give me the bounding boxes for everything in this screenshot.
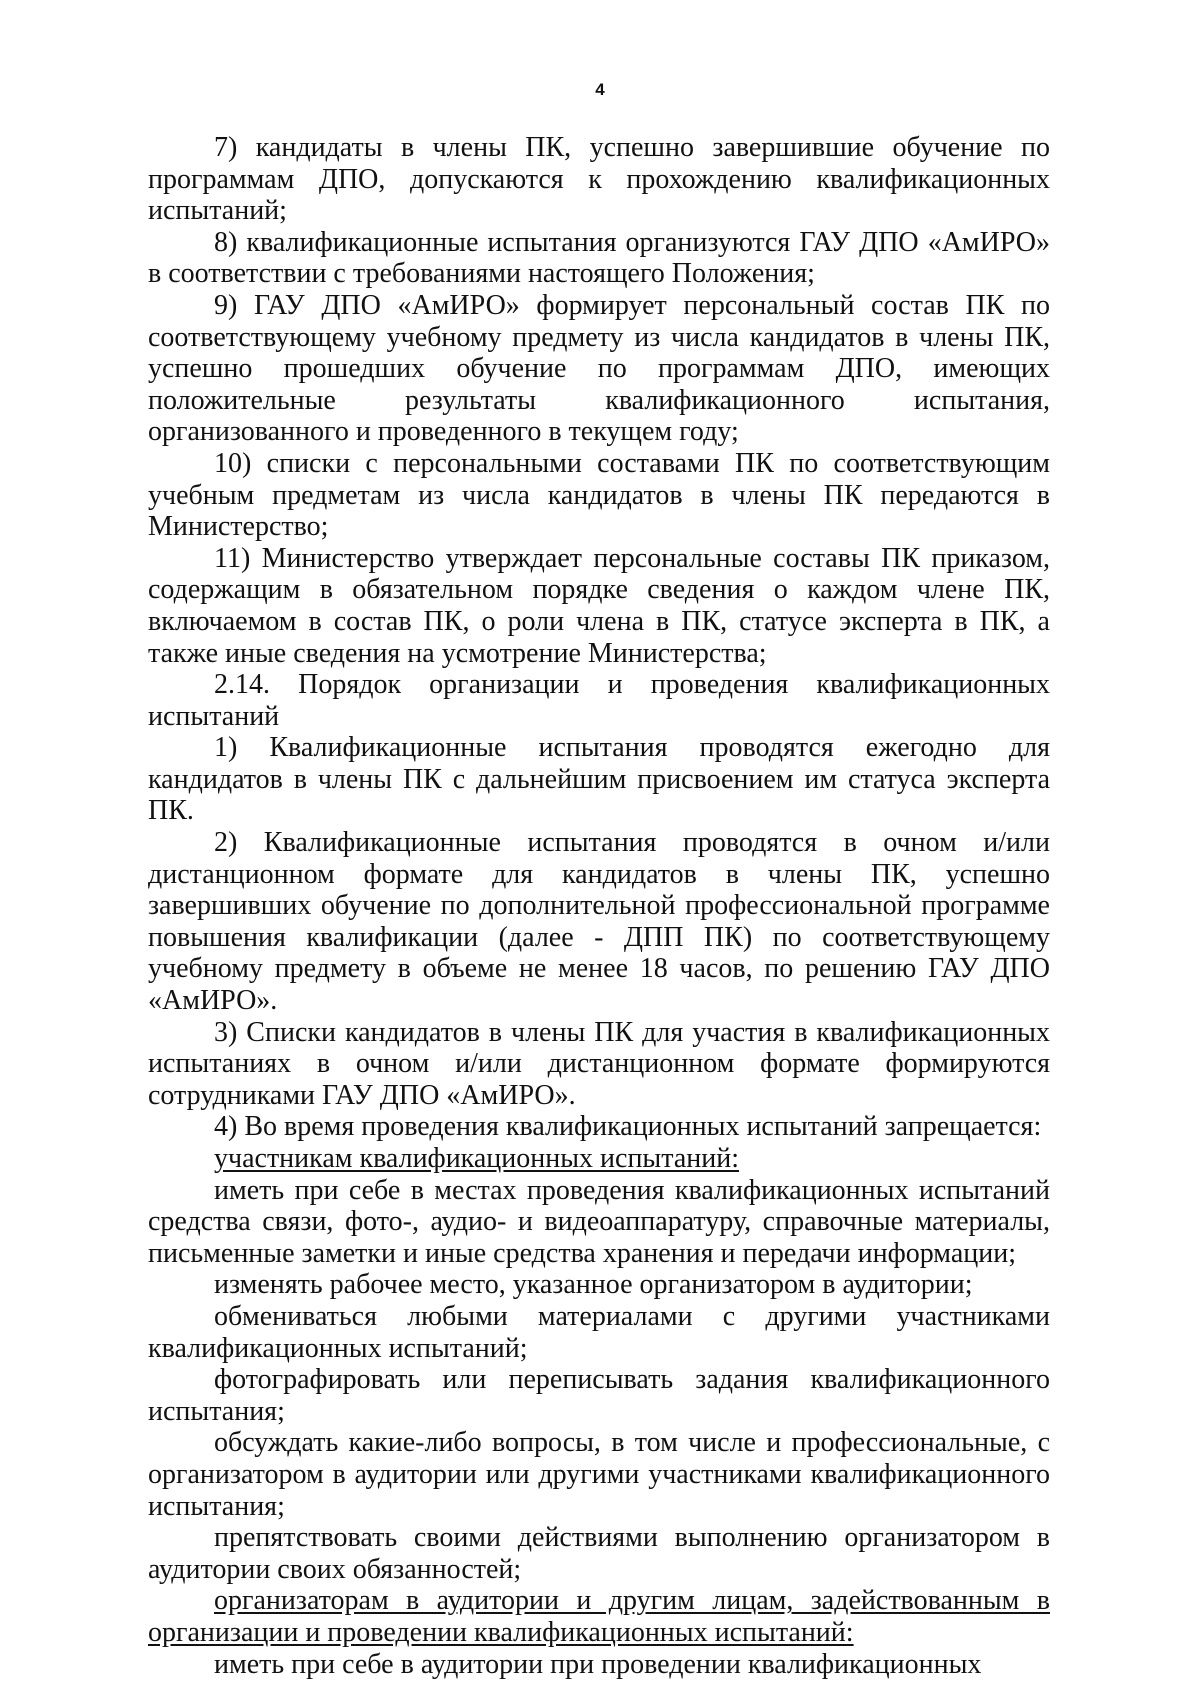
paragraph-item-7: 7) кандидаты в члены ПК, успешно завершившие обучение по программам ДПО, допускаются к прохождению квалификационных испытаний; (148, 132, 1050, 227)
prohibition-item: препятствовать своими действиями выполнению организатором в аудитории своих обязанностей; (148, 1522, 1050, 1585)
organizers-subheading: организаторам в аудитории и другим лицам, задействованным в организации и проведении квалификационных испытаний: (148, 1585, 1050, 1648)
prohibition-item: иметь при себе в местах проведения квалификационных испытаний средства связи, фото-, аудио- и видеоаппаратуру, справочные материалы, письменные заметки и иные средства хранения и передачи информации; (148, 1174, 1050, 1269)
page-number: 4 (595, 80, 605, 99)
paragraph-section-1: 1) Квалификационные испытания проводятся ежегодно для кандидатов в члены ПК с дальнейшим присвоением им статуса эксперта ПК. (148, 732, 1050, 827)
prohibition-item: изменять рабочее место, указанное организатором в аудитории; (214, 1269, 973, 1301)
prohibition-item: иметь при себе в аудитории при проведении квалификационных (214, 1648, 982, 1680)
paragraph-item-11: 11) Министерство утверждает персональные составы ПК приказом, содержащим в обязательном порядке сведения о каждом члене ПК, включаемом в состав ПК, о роли члена в ПК, статусе эксперта в ПК, а также иные сведения на усмотрение Министерства; (148, 542, 1050, 669)
paragraph-section-3: 3) Списки кандидатов в члены ПК для участия в квалификационных испытаниях в очном и/или дистанционном формате формируются сотрудниками ГАУ ДПО «АмИРО». (148, 1016, 1050, 1111)
paragraph-item-8: 8) квалификационные испытания организуются ГАУ ДПО «АмИРО» в соответствии с требованиями настоящего Положения; (148, 226, 1050, 290)
participants-subheading: участникам квалификационных испытаний: (214, 1143, 739, 1174)
prohibition-item: фотографировать или переписывать задания квалификационного испытания; (148, 1364, 1050, 1427)
paragraph-item-10: 10) списки с персональными составами ПК по соответствующим учебным предметам из числа кандидатов в члены ПК передаются в Министерство; (148, 447, 1050, 543)
document-body (148, 132, 1050, 1680)
paragraph-section-4: 4) Во время проведения квалификационных испытаний запрещается: (214, 1111, 1042, 1143)
paragraph-item-9: 9) ГАУ ДПО «АмИРО» формирует персональный состав ПК по соответствующему учебному предмету из числа кандидатов в члены ПК, успешно прошедших обучение по программам ДПО, имеющих положительные результаты квалификационного испытания, организованного и проведенного в текущем году; (148, 289, 1050, 448)
prohibition-item: обсуждать какие-либо вопросы, в том числе и профессиональные, с организатором в аудитории или другими участниками квалификационного испытания; (148, 1427, 1050, 1522)
section-heading-2-14: 2.14. Порядок организации и проведения квалификационных испытаний (148, 669, 1050, 732)
paragraph-section-2: 2) Квалификационные испытания проводятся в очном и/или дистанционном формате для кандидатов в члены ПК, успешно завершивших обучение по дополнительной профессиональной программе повышения квалификации (далее - ДПП ПК) по соответствующему учебному предмету в объеме не менее 18 часов, по решению ГАУ ДПО «АмИРО». (148, 827, 1050, 1017)
prohibition-item: обмениваться любыми материалами с другими участниками квалификационных испытаний; (148, 1300, 1050, 1364)
